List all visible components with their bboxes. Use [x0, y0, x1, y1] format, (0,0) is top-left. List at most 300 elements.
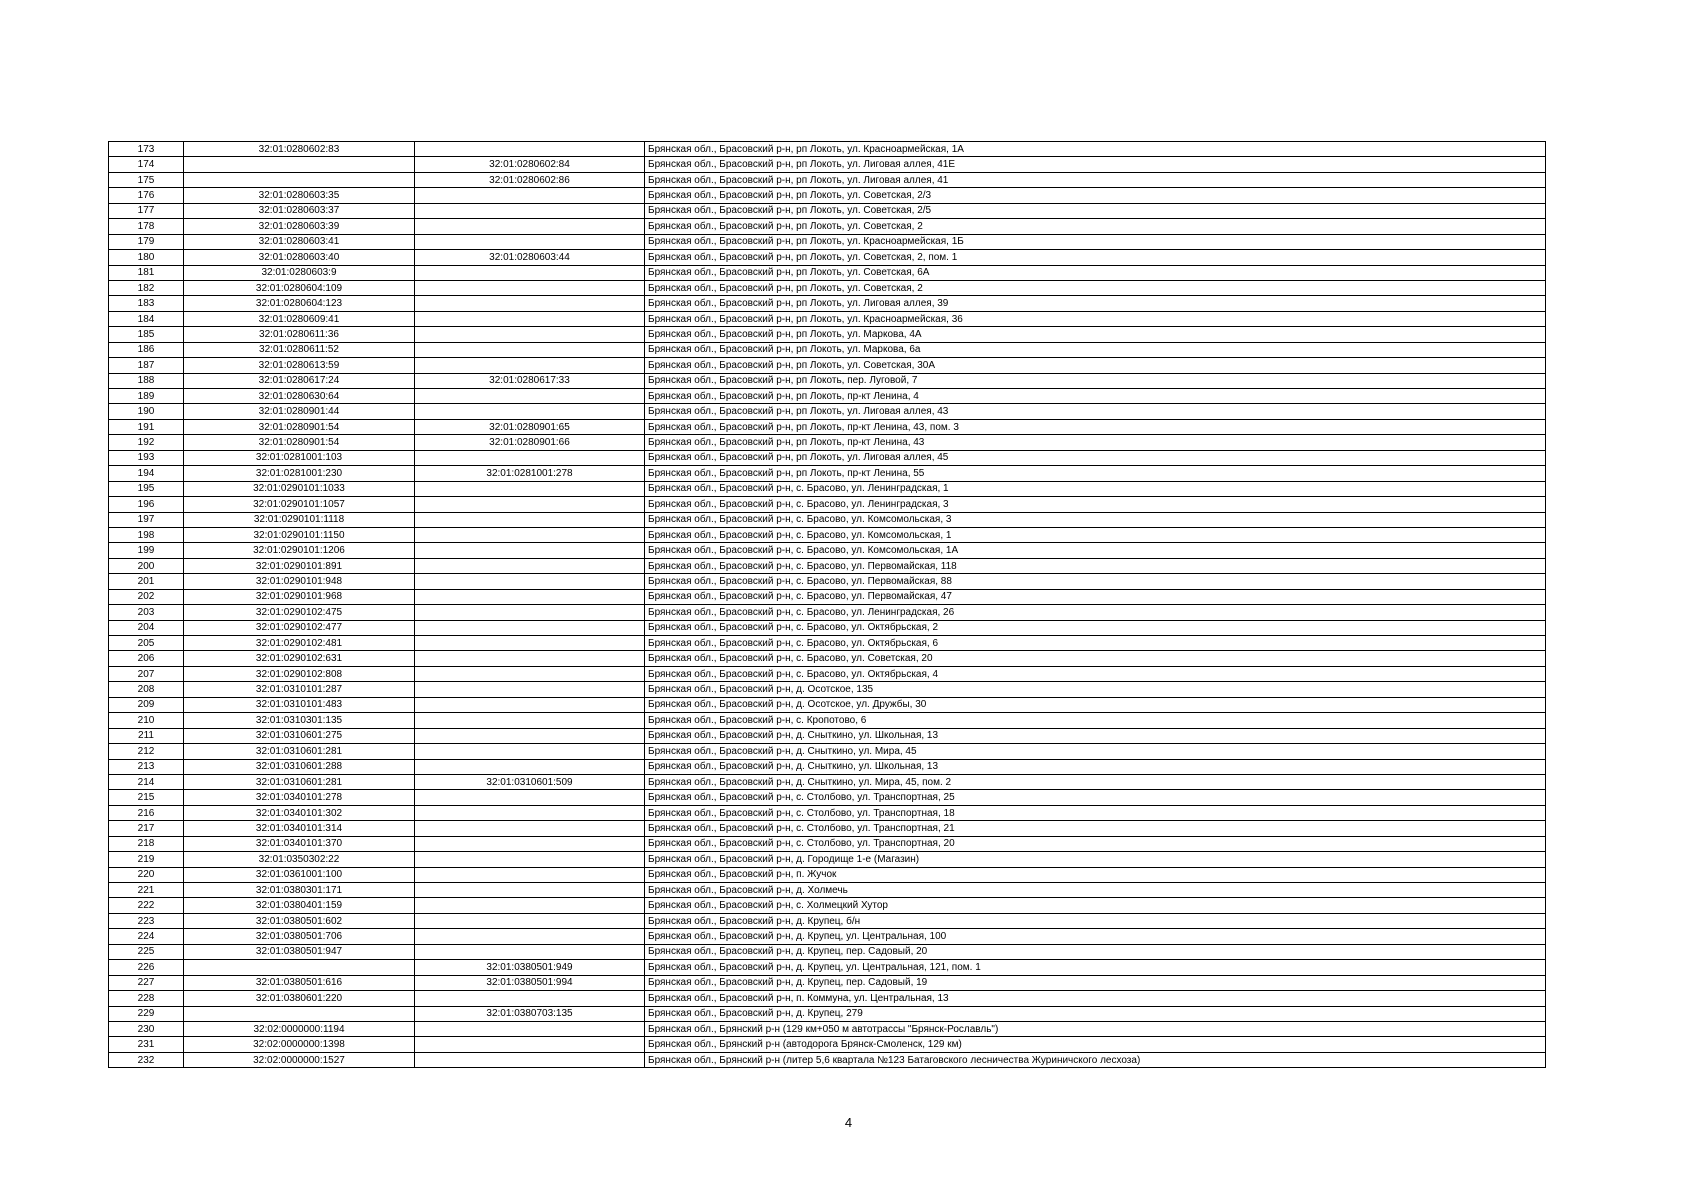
table-row — [109, 450, 1546, 465]
table-row — [109, 219, 1546, 234]
cadastral-number-cell: 32:01:0380501:616 — [184, 975, 415, 990]
cadastral-number-cell — [184, 157, 415, 172]
table-row — [109, 836, 1546, 851]
cadastral-number-cell: 32:01:0280604:123 — [184, 296, 415, 311]
cadastral-number-cell: 32:01:0290101:948 — [184, 574, 415, 589]
address-cell: Брянская обл., Брасовский р-н, рп Локоть, ул. Маркова, 4А — [645, 327, 1546, 342]
related-cadastral-number-cell — [415, 883, 645, 898]
related-cadastral-number-cell — [415, 280, 645, 295]
table-row — [109, 389, 1546, 404]
cadastral-number-cell: 32:01:0340101:302 — [184, 805, 415, 820]
table-row — [109, 728, 1546, 743]
related-cadastral-number-cell — [415, 512, 645, 527]
row-number-cell: 222 — [109, 898, 184, 913]
row-number-cell: 191 — [109, 419, 184, 434]
table-row — [109, 404, 1546, 419]
table-row — [109, 265, 1546, 280]
table-row — [109, 373, 1546, 388]
related-cadastral-number-cell — [415, 1037, 645, 1052]
table-row — [109, 172, 1546, 187]
address-cell: Брянская обл., Брянский р-н (литер 5,6 квартала №123 Батаговского лесничества Журиничского лесхоза) — [645, 1052, 1546, 1067]
row-number-cell: 213 — [109, 759, 184, 774]
address-cell: Брянская обл., Брасовский р-н, д. Холмечь — [645, 883, 1546, 898]
row-number-cell: 194 — [109, 466, 184, 481]
cadastral-number-cell: 32:01:0280603:9 — [184, 265, 415, 280]
cadastral-number-cell: 32:01:0290101:1057 — [184, 497, 415, 512]
table-row — [109, 157, 1546, 172]
row-number-cell: 179 — [109, 234, 184, 249]
related-cadastral-number-cell — [415, 404, 645, 419]
address-cell: Брянская обл., Брасовский р-н, рп Локоть, ул. Советская, 2 — [645, 280, 1546, 295]
row-number-cell: 229 — [109, 1006, 184, 1021]
cadastral-number-cell: 32:01:0380301:171 — [184, 883, 415, 898]
cadastral-number-cell: 32:01:0340101:370 — [184, 836, 415, 851]
cadastral-number-cell: 32:01:0290102:631 — [184, 651, 415, 666]
table-row — [109, 697, 1546, 712]
table-row — [109, 898, 1546, 913]
row-number-cell: 198 — [109, 527, 184, 542]
address-cell: Брянская обл., Брасовский р-н, с. Столбово, ул. Транспортная, 25 — [645, 790, 1546, 805]
address-cell: Брянская обл., Брасовский р-н, рп Локоть, ул. Советская, 2/5 — [645, 203, 1546, 218]
table-row — [109, 666, 1546, 681]
row-number-cell: 196 — [109, 497, 184, 512]
address-cell: Брянская обл., Брасовский р-н, рп Локоть, ул. Советская, 30А — [645, 358, 1546, 373]
address-cell: Брянская обл., Брасовский р-н, рп Локоть, ул. Советская, 6А — [645, 265, 1546, 280]
row-number-cell: 221 — [109, 883, 184, 898]
related-cadastral-number-cell — [415, 589, 645, 604]
address-cell: Брянская обл., Брасовский р-н, д. Осотское, ул. Дружбы, 30 — [645, 697, 1546, 712]
address-cell: Брянская обл., Брасовский р-н, рп Локоть, ул. Лиговая аллея, 39 — [645, 296, 1546, 311]
cadastral-number-cell: 32:01:0310101:483 — [184, 697, 415, 712]
address-cell: Брянская обл., Брасовский р-н, д. Крупец, 279 — [645, 1006, 1546, 1021]
cadastral-number-cell: 32:01:0310601:281 — [184, 744, 415, 759]
related-cadastral-number-cell — [415, 728, 645, 743]
table-row — [109, 991, 1546, 1006]
row-number-cell: 224 — [109, 929, 184, 944]
address-cell: Брянская обл., Брасовский р-н, с. Брасово, ул. Ленинградская, 3 — [645, 497, 1546, 512]
cadastral-number-cell: 32:01:0290102:808 — [184, 666, 415, 681]
related-cadastral-number-cell — [415, 636, 645, 651]
row-number-cell: 176 — [109, 188, 184, 203]
table-row — [109, 1037, 1546, 1052]
related-cadastral-number-cell — [415, 898, 645, 913]
cadastral-number-cell: 32:01:0281001:230 — [184, 466, 415, 481]
address-cell: Брянская обл., Брасовский р-н, д. Сныткино, ул. Мира, 45 — [645, 744, 1546, 759]
table-row — [109, 419, 1546, 434]
row-number-cell: 219 — [109, 852, 184, 867]
address-cell: Брянская обл., Брасовский р-н, рп Локоть, ул. Советская, 2 — [645, 219, 1546, 234]
related-cadastral-number-cell: 32:01:0280901:65 — [415, 419, 645, 434]
cadastral-number-cell: 32:01:0310301:135 — [184, 713, 415, 728]
row-number-cell: 201 — [109, 574, 184, 589]
table-row — [109, 821, 1546, 836]
table-row — [109, 250, 1546, 265]
table-row — [109, 481, 1546, 496]
cadastral-number-cell: 32:01:0380601:220 — [184, 991, 415, 1006]
row-number-cell: 177 — [109, 203, 184, 218]
related-cadastral-number-cell — [415, 821, 645, 836]
cadastral-number-cell: 32:01:0290101:1150 — [184, 527, 415, 542]
related-cadastral-number-cell — [415, 234, 645, 249]
address-cell: Брянская обл., Брасовский р-н, с. Столбово, ул. Транспортная, 21 — [645, 821, 1546, 836]
row-number-cell: 186 — [109, 342, 184, 357]
related-cadastral-number-cell: 32:01:0280602:84 — [415, 157, 645, 172]
table-row — [109, 342, 1546, 357]
related-cadastral-number-cell — [415, 543, 645, 558]
related-cadastral-number-cell: 32:01:0280617:33 — [415, 373, 645, 388]
cadastral-number-cell: 32:01:0280617:24 — [184, 373, 415, 388]
related-cadastral-number-cell — [415, 481, 645, 496]
cadastral-number-cell: 32:01:0290101:1206 — [184, 543, 415, 558]
related-cadastral-number-cell: 32:01:0380703:135 — [415, 1006, 645, 1021]
related-cadastral-number-cell: 32:01:0280602:86 — [415, 172, 645, 187]
address-cell: Брянская обл., Брасовский р-н, рп Локоть, ул. Маркова, 6а — [645, 342, 1546, 357]
cadastral-number-cell: 32:01:0290102:477 — [184, 620, 415, 635]
cadastral-number-cell: 32:01:0310601:288 — [184, 759, 415, 774]
related-cadastral-number-cell — [415, 620, 645, 635]
row-number-cell: 228 — [109, 991, 184, 1006]
cadastral-number-cell: 32:02:0000000:1527 — [184, 1052, 415, 1067]
row-number-cell: 232 — [109, 1052, 184, 1067]
registry-table — [108, 141, 1546, 1068]
table-row — [109, 234, 1546, 249]
row-number-cell: 182 — [109, 280, 184, 295]
cadastral-number-cell — [184, 172, 415, 187]
address-cell: Брянская обл., Брасовский р-н, рп Локоть, ул. Красноармейская, 1А — [645, 142, 1546, 157]
address-cell: Брянская обл., Брасовский р-н, рп Локоть, пр-кт Ленина, 4 — [645, 389, 1546, 404]
cadastral-number-cell: 32:01:0290102:481 — [184, 636, 415, 651]
table-row — [109, 142, 1546, 157]
related-cadastral-number-cell — [415, 389, 645, 404]
registry-table-body — [109, 142, 1546, 1068]
row-number-cell: 203 — [109, 605, 184, 620]
cadastral-number-cell: 32:01:0340101:278 — [184, 790, 415, 805]
related-cadastral-number-cell — [415, 558, 645, 573]
address-cell: Брянская обл., Брасовский р-н, д. Осотское, 135 — [645, 682, 1546, 697]
address-cell: Брянская обл., Брасовский р-н, п. Коммуна, ул. Центральная, 13 — [645, 991, 1546, 1006]
table-row — [109, 960, 1546, 975]
row-number-cell: 183 — [109, 296, 184, 311]
cadastral-number-cell: 32:01:0280604:109 — [184, 280, 415, 295]
table-row — [109, 188, 1546, 203]
row-number-cell: 227 — [109, 975, 184, 990]
related-cadastral-number-cell — [415, 265, 645, 280]
table-row — [109, 497, 1546, 512]
row-number-cell: 220 — [109, 867, 184, 882]
address-cell: Брянская обл., Брасовский р-н, с. Брасово, ул. Октябрьская, 4 — [645, 666, 1546, 681]
table-row — [109, 311, 1546, 326]
row-number-cell: 189 — [109, 389, 184, 404]
table-row — [109, 944, 1546, 959]
row-number-cell: 199 — [109, 543, 184, 558]
related-cadastral-number-cell — [415, 296, 645, 311]
related-cadastral-number-cell — [415, 913, 645, 928]
related-cadastral-number-cell — [415, 574, 645, 589]
table-row — [109, 280, 1546, 295]
table-row — [109, 605, 1546, 620]
cadastral-number-cell — [184, 960, 415, 975]
address-cell: Брянская обл., Брасовский р-н, рп Локоть, ул. Лиговая аллея, 45 — [645, 450, 1546, 465]
related-cadastral-number-cell — [415, 527, 645, 542]
row-number-cell: 204 — [109, 620, 184, 635]
table-row — [109, 1021, 1546, 1036]
address-cell: Брянская обл., Брасовский р-н, с. Брасово, ул. Советская, 20 — [645, 651, 1546, 666]
row-number-cell: 217 — [109, 821, 184, 836]
address-cell: Брянская обл., Брасовский р-н, д. Крупец, ул. Центральная, 121, пом. 1 — [645, 960, 1546, 975]
table-row — [109, 975, 1546, 990]
related-cadastral-number-cell: 32:01:0280603:44 — [415, 250, 645, 265]
cadastral-number-cell: 32:01:0310101:287 — [184, 682, 415, 697]
table-row — [109, 852, 1546, 867]
related-cadastral-number-cell: 32:01:0281001:278 — [415, 466, 645, 481]
cadastral-number-cell: 32:01:0280603:39 — [184, 219, 415, 234]
row-number-cell: 180 — [109, 250, 184, 265]
related-cadastral-number-cell: 32:01:0280901:66 — [415, 435, 645, 450]
related-cadastral-number-cell: 32:01:0380501:994 — [415, 975, 645, 990]
table-row — [109, 203, 1546, 218]
address-cell: Брянская обл., Брасовский р-н, с. Брасово, ул. Комсомольская, 1А — [645, 543, 1546, 558]
cadastral-number-cell: 32:01:0340101:314 — [184, 821, 415, 836]
table-row — [109, 651, 1546, 666]
table-row — [109, 1052, 1546, 1067]
cadastral-number-cell: 32:01:0280613:59 — [184, 358, 415, 373]
related-cadastral-number-cell — [415, 450, 645, 465]
row-number-cell: 197 — [109, 512, 184, 527]
row-number-cell: 216 — [109, 805, 184, 820]
table-row — [109, 682, 1546, 697]
address-cell: Брянская обл., Брасовский р-н, д. Крупец, пер. Садовый, 19 — [645, 975, 1546, 990]
cadastral-number-cell: 32:02:0000000:1398 — [184, 1037, 415, 1052]
row-number-cell: 192 — [109, 435, 184, 450]
table-row — [109, 805, 1546, 820]
address-cell: Брянская обл., Брасовский р-н, с. Брасово, ул. Ленинградская, 26 — [645, 605, 1546, 620]
address-cell: Брянская обл., Брасовский р-н, рп Локоть, ул. Лиговая аллея, 41 — [645, 172, 1546, 187]
page-number: 4 — [844, 1115, 853, 1130]
cadastral-number-cell: 32:01:0380401:159 — [184, 898, 415, 913]
row-number-cell: 193 — [109, 450, 184, 465]
row-number-cell: 175 — [109, 172, 184, 187]
cadastral-number-cell: 32:01:0350302:22 — [184, 852, 415, 867]
table-row — [109, 913, 1546, 928]
table-row — [109, 774, 1546, 789]
row-number-cell: 190 — [109, 404, 184, 419]
row-number-cell: 207 — [109, 666, 184, 681]
row-number-cell: 184 — [109, 311, 184, 326]
address-cell: Брянская обл., Брасовский р-н, с. Брасово, ул. Первомайская, 88 — [645, 574, 1546, 589]
related-cadastral-number-cell — [415, 805, 645, 820]
table-row — [109, 620, 1546, 635]
address-cell: Брянская обл., Брасовский р-н, с. Брасово, ул. Первомайская, 47 — [645, 589, 1546, 604]
table-row — [109, 466, 1546, 481]
related-cadastral-number-cell — [415, 1021, 645, 1036]
row-number-cell: 185 — [109, 327, 184, 342]
cadastral-number-cell: 32:01:0280630:64 — [184, 389, 415, 404]
cadastral-number-cell: 32:01:0280901:44 — [184, 404, 415, 419]
row-number-cell: 188 — [109, 373, 184, 388]
related-cadastral-number-cell — [415, 327, 645, 342]
cadastral-number-cell: 32:01:0280602:83 — [184, 142, 415, 157]
row-number-cell: 174 — [109, 157, 184, 172]
cadastral-number-cell: 32:01:0280603:37 — [184, 203, 415, 218]
related-cadastral-number-cell — [415, 759, 645, 774]
address-cell: Брянская обл., Брасовский р-н, рп Локоть, ул. Красноармейская, 36 — [645, 311, 1546, 326]
related-cadastral-number-cell — [415, 929, 645, 944]
cadastral-number-cell: 32:01:0380501:706 — [184, 929, 415, 944]
row-number-cell: 212 — [109, 744, 184, 759]
related-cadastral-number-cell — [415, 311, 645, 326]
address-cell: Брянская обл., Брасовский р-н, рп Локоть, ул. Красноармейская, 1Б — [645, 234, 1546, 249]
address-cell: Брянская обл., Брасовский р-н, д. Крупец, пер. Садовый, 20 — [645, 944, 1546, 959]
cadastral-number-cell: 32:01:0310601:281 — [184, 774, 415, 789]
cadastral-number-cell: 32:01:0380501:947 — [184, 944, 415, 959]
table-row — [109, 636, 1546, 651]
table-row — [109, 296, 1546, 311]
table-row — [109, 713, 1546, 728]
related-cadastral-number-cell: 32:01:0310601:509 — [415, 774, 645, 789]
cadastral-number-cell: 32:02:0000000:1194 — [184, 1021, 415, 1036]
related-cadastral-number-cell — [415, 497, 645, 512]
row-number-cell: 214 — [109, 774, 184, 789]
cadastral-number-cell: 32:01:0290101:891 — [184, 558, 415, 573]
cadastral-number-cell: 32:01:0280901:54 — [184, 435, 415, 450]
table-row — [109, 543, 1546, 558]
cadastral-number-cell: 32:01:0281001:103 — [184, 450, 415, 465]
address-cell: Брянская обл., Брасовский р-н, д. Сныткино, ул. Школьная, 13 — [645, 759, 1546, 774]
cadastral-number-cell: 32:01:0361001:100 — [184, 867, 415, 882]
cadastral-number-cell — [184, 1006, 415, 1021]
address-cell: Брянская обл., Брасовский р-н, рп Локоть, пр-кт Ленина, 43, пом. 3 — [645, 419, 1546, 434]
row-number-cell: 226 — [109, 960, 184, 975]
address-cell: Брянская обл., Брасовский р-н, рп Локоть, пр-кт Ленина, 55 — [645, 466, 1546, 481]
address-cell: Брянская обл., Брасовский р-н, рп Локоть, пр-кт Ленина, 43 — [645, 435, 1546, 450]
related-cadastral-number-cell — [415, 1052, 645, 1067]
address-cell: Брянская обл., Брасовский р-н, с. Холмецкий Хутор — [645, 898, 1546, 913]
address-cell: Брянская обл., Брасовский р-н, п. Жучок — [645, 867, 1546, 882]
table-row — [109, 589, 1546, 604]
table-row — [109, 574, 1546, 589]
table-row — [109, 744, 1546, 759]
related-cadastral-number-cell — [415, 744, 645, 759]
cadastral-number-cell: 32:01:0290101:1033 — [184, 481, 415, 496]
cadastral-number-cell: 32:01:0290101:968 — [184, 589, 415, 604]
cadastral-number-cell: 32:01:0380501:602 — [184, 913, 415, 928]
row-number-cell: 225 — [109, 944, 184, 959]
related-cadastral-number-cell — [415, 682, 645, 697]
related-cadastral-number-cell — [415, 342, 645, 357]
address-cell: Брянская обл., Брасовский р-н, с. Кропотово, 6 — [645, 713, 1546, 728]
row-number-cell: 218 — [109, 836, 184, 851]
row-number-cell: 231 — [109, 1037, 184, 1052]
address-cell: Брянская обл., Брасовский р-н, с. Столбово, ул. Транспортная, 18 — [645, 805, 1546, 820]
table-row — [109, 435, 1546, 450]
row-number-cell: 211 — [109, 728, 184, 743]
related-cadastral-number-cell — [415, 991, 645, 1006]
row-number-cell: 230 — [109, 1021, 184, 1036]
table-row — [109, 867, 1546, 882]
table-row — [109, 1006, 1546, 1021]
address-cell: Брянская обл., Брасовский р-н, рп Локоть, ул. Лиговая аллея, 43 — [645, 404, 1546, 419]
cadastral-number-cell: 32:01:0280611:52 — [184, 342, 415, 357]
address-cell: Брянская обл., Брасовский р-н, д. Крупец, ул. Центральная, 100 — [645, 929, 1546, 944]
row-number-cell: 209 — [109, 697, 184, 712]
related-cadastral-number-cell — [415, 188, 645, 203]
table-row — [109, 558, 1546, 573]
cadastral-number-cell: 32:01:0290102:475 — [184, 605, 415, 620]
address-cell: Брянская обл., Брасовский р-н, д. Городище 1-е (Магазин) — [645, 852, 1546, 867]
table-row — [109, 929, 1546, 944]
cadastral-number-cell: 32:01:0280609:41 — [184, 311, 415, 326]
table-row — [109, 327, 1546, 342]
row-number-cell: 208 — [109, 682, 184, 697]
table-row — [109, 759, 1546, 774]
related-cadastral-number-cell — [415, 852, 645, 867]
table-row — [109, 358, 1546, 373]
related-cadastral-number-cell — [415, 713, 645, 728]
row-number-cell: 205 — [109, 636, 184, 651]
row-number-cell: 215 — [109, 790, 184, 805]
address-cell: Брянская обл., Брасовский р-н, рп Локоть, ул. Лиговая аллея, 41Е — [645, 157, 1546, 172]
address-cell: Брянская обл., Брасовский р-н, с. Брасово, ул. Ленинградская, 1 — [645, 481, 1546, 496]
row-number-cell: 178 — [109, 219, 184, 234]
related-cadastral-number-cell — [415, 651, 645, 666]
related-cadastral-number-cell — [415, 790, 645, 805]
row-number-cell: 206 — [109, 651, 184, 666]
cadastral-number-cell: 32:01:0310601:275 — [184, 728, 415, 743]
related-cadastral-number-cell — [415, 867, 645, 882]
address-cell: Брянская обл., Брасовский р-н, д. Сныткино, ул. Мира, 45, пом. 2 — [645, 774, 1546, 789]
table-row — [109, 527, 1546, 542]
related-cadastral-number-cell — [415, 142, 645, 157]
related-cadastral-number-cell — [415, 203, 645, 218]
table-row — [109, 883, 1546, 898]
cadastral-number-cell: 32:01:0280603:41 — [184, 234, 415, 249]
row-number-cell: 200 — [109, 558, 184, 573]
related-cadastral-number-cell: 32:01:0380501:949 — [415, 960, 645, 975]
address-cell: Брянская обл., Брасовский р-н, с. Брасово, ул. Комсомольская, 1 — [645, 527, 1546, 542]
row-number-cell: 173 — [109, 142, 184, 157]
related-cadastral-number-cell — [415, 944, 645, 959]
related-cadastral-number-cell — [415, 358, 645, 373]
cadastral-number-cell: 32:01:0280603:35 — [184, 188, 415, 203]
cadastral-number-cell: 32:01:0280901:54 — [184, 419, 415, 434]
address-cell: Брянская обл., Брасовский р-н, рп Локоть, ул. Советская, 2/3 — [645, 188, 1546, 203]
address-cell: Брянская обл., Брасовский р-н, с. Брасово, ул. Первомайская, 118 — [645, 558, 1546, 573]
related-cadastral-number-cell — [415, 605, 645, 620]
row-number-cell: 187 — [109, 358, 184, 373]
address-cell: Брянская обл., Брянский р-н (129 км+050 м автотрассы "Брянск-Рославль") — [645, 1021, 1546, 1036]
row-number-cell: 223 — [109, 913, 184, 928]
address-cell: Брянская обл., Брасовский р-н, с. Брасово, ул. Октябрьская, 2 — [645, 620, 1546, 635]
related-cadastral-number-cell — [415, 836, 645, 851]
row-number-cell: 210 — [109, 713, 184, 728]
address-cell: Брянская обл., Брасовский р-н, с. Столбово, ул. Транспортная, 20 — [645, 836, 1546, 851]
cadastral-number-cell: 32:01:0280603:40 — [184, 250, 415, 265]
address-cell: Брянская обл., Брасовский р-н, рп Локоть, ул. Советская, 2, пом. 1 — [645, 250, 1546, 265]
address-cell: Брянская обл., Брасовский р-н, д. Крупец, б/н — [645, 913, 1546, 928]
related-cadastral-number-cell — [415, 666, 645, 681]
address-cell: Брянская обл., Брасовский р-н, рп Локоть, пер. Луговой, 7 — [645, 373, 1546, 388]
table-row — [109, 790, 1546, 805]
address-cell: Брянская обл., Брасовский р-н, с. Брасово, ул. Комсомольская, 3 — [645, 512, 1546, 527]
table-row — [109, 512, 1546, 527]
row-number-cell: 181 — [109, 265, 184, 280]
related-cadastral-number-cell — [415, 219, 645, 234]
row-number-cell: 202 — [109, 589, 184, 604]
cadastral-number-cell: 32:01:0290101:1118 — [184, 512, 415, 527]
row-number-cell: 195 — [109, 481, 184, 496]
related-cadastral-number-cell — [415, 697, 645, 712]
address-cell: Брянская обл., Брасовский р-н, д. Сныткино, ул. Школьная, 13 — [645, 728, 1546, 743]
